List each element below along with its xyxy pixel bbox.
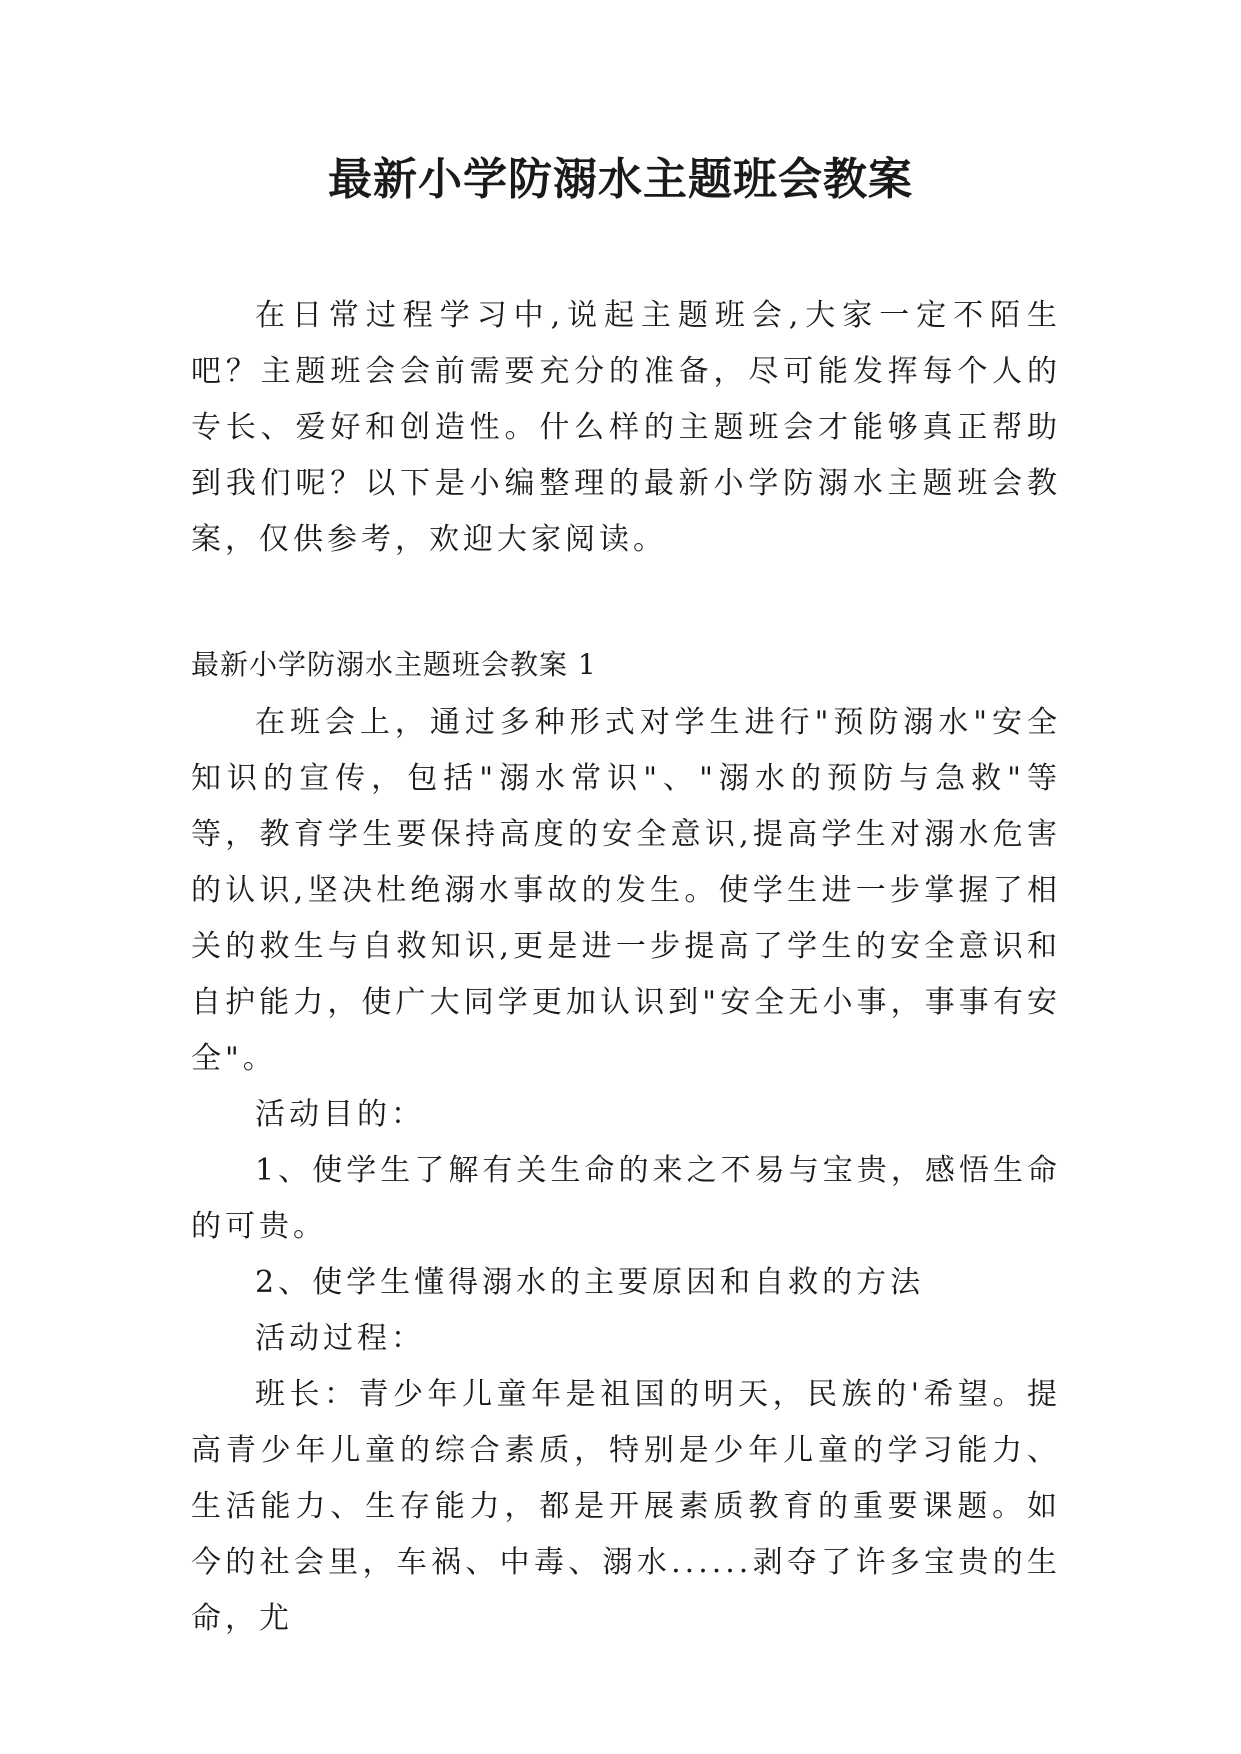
intro-block [191,288,1061,568]
document-title: 最新小学防溺水主题班会教案 [328,154,913,205]
intro-paragraph: 在日常过程学习中,说起主题班会,大家一定不陌生吧？主题班会会前需要充分的准备，尽可能发挥每个人的专长、爱好和创造性。什么样的主题班会才能够真正帮助到我们呢？以下是小编整理的最新小学防溺水主题班会教案，仅供参考，欢迎大家阅读。 [191,298,1061,557]
body-paragraph: 在班会上，通过多种形式对学生进行"预防溺水"安全知识的宣传，包括"溺水常识"、"溺水的预防与急救"等等，教育学生要保持高度的安全意识,提高学生对溺水危害的认识,坚决杜绝溺水事故的发生。使学生进一步掌握了相关的救生与自救知识,更是进一步提高了学生的安全意识和自护能力，使广大同学更加认识到"安全无小事，事事有安全"。 [191,705,1061,1076]
body-paragraph: 1、使学生了解有关生命的来之不易与宝贵，感悟生命的可贵。 [191,1153,1061,1244]
section-body [191,695,1061,1647]
body-paragraph: 活动过程： [255,1321,425,1356]
body-paragraph: 2、使学生懂得溺水的主要原因和自救的方法 [255,1265,925,1300]
body-paragraph: 班长：青少年儿童年是祖国的明天，民族的'希望。提高青少年儿童的综合素质，特别是少年儿童的学习能力、生活能力、生存能力，都是开展素质教育的重要课题。如今的社会里，车祸、中毒、溺水......剥夺了许多宝贵的生命，尤 [191,1377,1061,1636]
body-paragraph: 活动目的： [255,1097,425,1132]
section-heading: 最新小学防溺水主题班会教案 1 [191,648,597,681]
